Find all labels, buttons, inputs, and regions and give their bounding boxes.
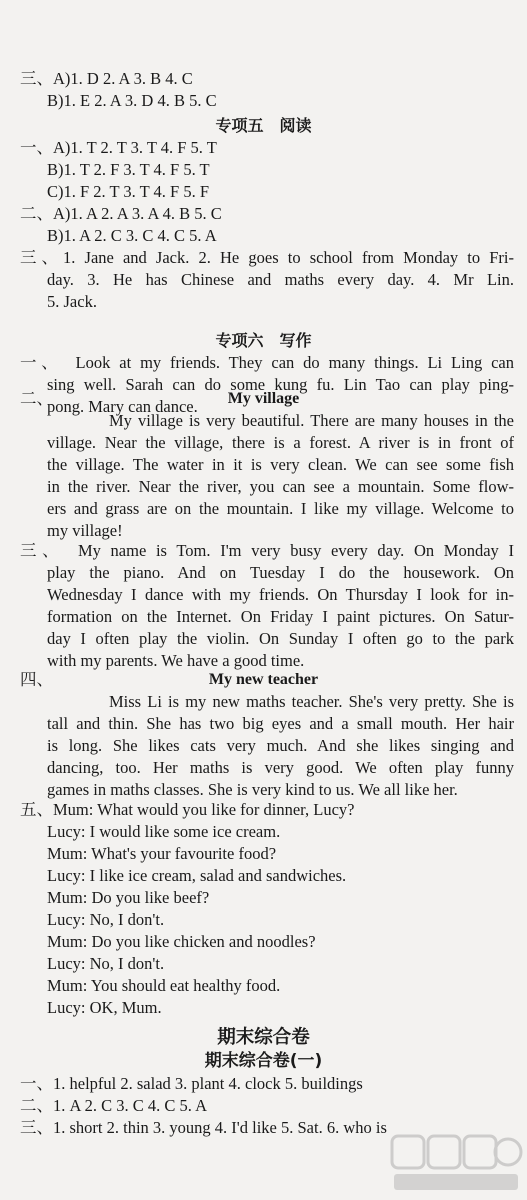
dialogue-line: Mum: Do you like beef?	[47, 888, 210, 907]
writing-3: 三、 My name is Tom. I'm very busy every day. On Monday I play the piano. And on Tuesday I do the housework. On Wednesday I dance with my friends. On Thursday I look for in- formation on the Internet. On Friday I paint pictures. On Satur- day I often play the violin. On Sunday I often go to the park with my parents. We have a good time.	[20, 541, 514, 670]
answer-line: B)1. A 2. C 3. C 4. C 5. A	[47, 226, 217, 245]
watermark-logo-icon	[388, 1132, 523, 1194]
writing-4: Miss Li is my new maths teacher. She's very pretty. She is tall and thin. She has two big eyes and a small mouth. Her hair is long. She likes cats very much. And she likes singing and dancing, too. Her maths is very good. We often play funny games in maths classes. She is very kind to us. We all like her.	[47, 692, 514, 799]
answer-line: B)1. T 2. F 3. T 4. F 5. T	[47, 160, 210, 179]
answer-line: 二、1. A 2. C 3. C 4. C 5. A	[20, 1096, 208, 1115]
essay-title-village: My village	[227, 390, 300, 407]
dialogue-line: Mum: Do you like chicken and noodles?	[47, 932, 316, 951]
writing-2: My village is very beautiful. There are many houses in the village. Near the village, there is a forest. A river is in front of the village. The water in it is very clean. We can see some fish in the river. Near the river, you can see a mountain. Some flow- ers and grass are on the mountain. I like my village. Welcome to my village!	[47, 411, 514, 540]
dialogue-line: 五、Mum: What would you like for dinner, Lucy?	[20, 800, 355, 819]
answer-line: 三、1. short 2. thin 3. young 4. I'd like 5. Sat. 6. who is	[20, 1118, 387, 1137]
section-title-reading: 专项五 阅读	[215, 116, 312, 135]
answer-line: B)1. E 2. A 3. D 4. B 5. C	[47, 91, 217, 110]
dialogue-line: Lucy: I would like some ice cream.	[47, 822, 281, 841]
writing-1: 一、 Look at my friends. They can do many things. Li Ling can sing well. Sarah can do some kung fu. Lin Tao can play ping- pong. Mary can dance.	[20, 353, 514, 416]
dialogue-line: Lucy: OK, Mum.	[47, 998, 162, 1017]
item-label: 四、	[20, 670, 53, 689]
section-title-writing: 专项六 写作	[215, 331, 312, 350]
final-exam-subtitle: 期末综合卷(一)	[204, 1051, 323, 1071]
final-exam-title: 期末综合卷	[217, 1027, 310, 1048]
reading-q3-answers: 三、1. Jane and Jack. 2. He goes to school from Monday to Fri- day. 3. He has Chinese and maths every day. 4. Mr Lin. 5. Jack.	[20, 248, 514, 311]
answer-line: 一、A)1. T 2. T 3. T 4. F 5. T	[20, 138, 217, 157]
dialogue-line: Lucy: No, I don't.	[47, 910, 165, 929]
answer-line: C)1. F 2. T 3. T 4. F 5. F	[47, 182, 209, 201]
answer-line: 二、A)1. A 2. A 3. A 4. B 5. C	[20, 204, 222, 223]
dialogue-line: Mum: You should eat healthy food.	[47, 976, 281, 995]
dialogue-line: Lucy: I like ice cream, salad and sandwiches.	[47, 866, 347, 885]
answer-line: 一、1. helpful 2. salad 3. plant 4. clock 5. buildings	[20, 1074, 363, 1093]
answer-line: 三、A)1. D 2. A 3. B 4. C	[20, 69, 193, 88]
dialogue-line: Mum: What's your favourite food?	[47, 844, 277, 863]
item-label: 二、	[20, 389, 53, 408]
essay-title-teacher: My new teacher	[208, 671, 319, 688]
dialogue-line: Lucy: No, I don't.	[47, 954, 165, 973]
